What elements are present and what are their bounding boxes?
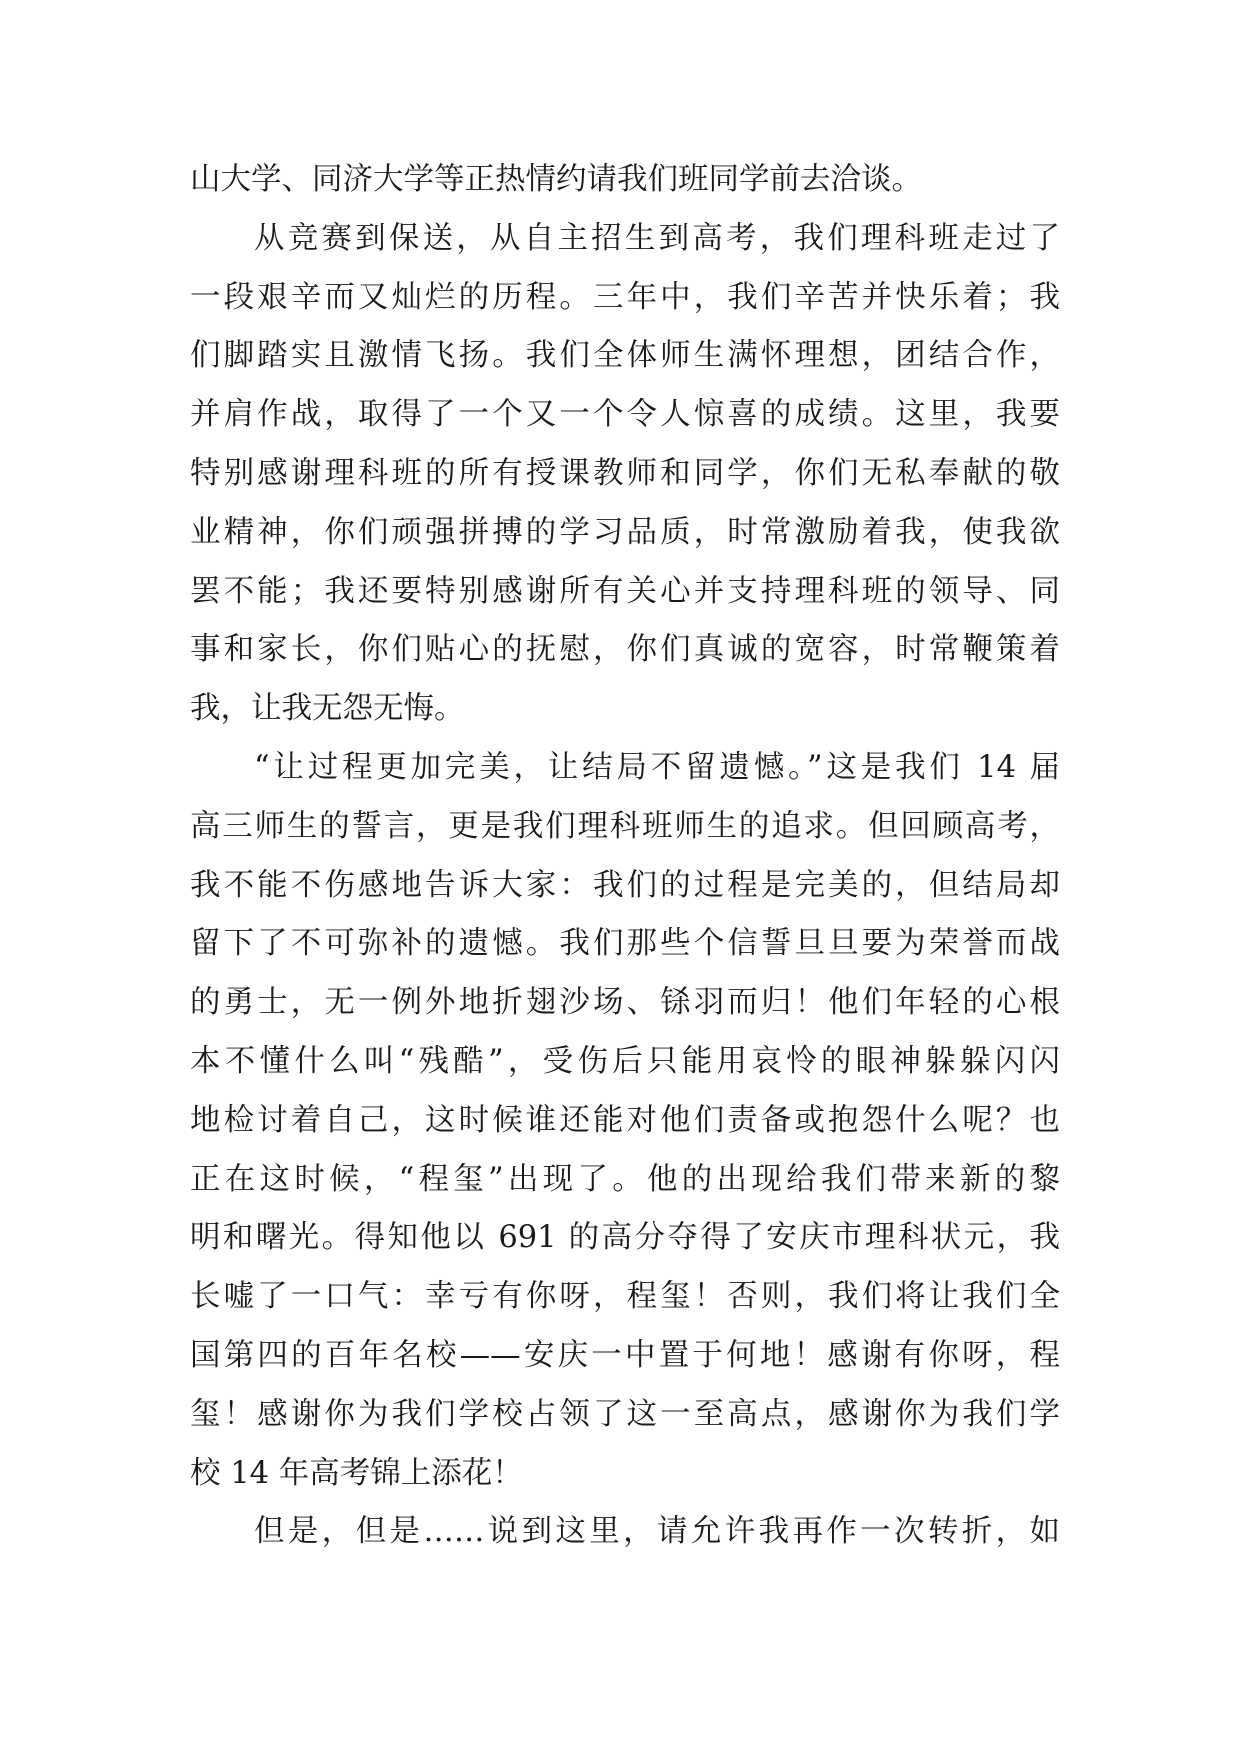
- text-line: 业精神，你们顽强拼搏的学习品质，时常激励着我，使我欲: [190, 514, 1060, 550]
- text-line: 国第四的百年名校——安庆一中置于何地！感谢有你呀，程: [190, 1337, 1060, 1373]
- text-line: “让过程更加完美，让结局不留遗憾。”这是我们 14 届: [254, 749, 1060, 785]
- body-text: [190, 151, 1060, 1562]
- text-line: 罢不能；我还要特别感谢所有关心并支持理科班的领导、同: [190, 573, 1060, 609]
- text-line: 本不懂什么叫“残酷”，受伤后只能用哀怜的眼神躲躲闪闪: [190, 1043, 1060, 1079]
- text-line: 一段艰辛而又灿烂的历程。三年中，我们辛苦并快乐着；我: [190, 279, 1060, 315]
- text-line: 地检讨着自己，这时候谁还能对他们责备或抱怨什么呢？也: [190, 1102, 1060, 1138]
- text-line: 玺！感谢你为我们学校占领了这一至高点，感谢你为我们学: [190, 1396, 1060, 1432]
- text-line: 校 14 年高考锦上添花！: [190, 1455, 523, 1491]
- text-line: 我不能不伤感地告诉大家：我们的过程是完美的，但结局却: [190, 867, 1060, 903]
- text-line: 山大学、同济大学等正热情约请我们班同学前去洽谈。: [190, 162, 922, 197]
- text-line: 事和家长，你们贴心的抚慰，你们真诚的宽容，时常鞭策着: [190, 632, 1060, 668]
- text-line: 我，让我无怨无悔。: [190, 691, 465, 727]
- text-line: 们脚踏实且激情飞扬。我们全体师生满怀理想，团结合作，: [190, 338, 1060, 374]
- text-line: 但是，但是……说到这里，请允许我再作一次转折，如: [254, 1514, 1060, 1550]
- text-line: 从竞赛到保送，从自主招生到高考，我们理科班走过了: [254, 220, 1060, 256]
- text-line: 高三师生的誓言，更是我们理科班师生的追求。但回顾高考，: [190, 808, 1060, 844]
- text-line: 特别感谢理科班的所有授课教师和同学，你们无私奉献的敬: [190, 455, 1060, 491]
- text-line: 并肩作战，取得了一个又一个令人惊喜的成绩。这里，我要: [190, 397, 1060, 433]
- text-line: 明和曙光。得知他以 691 的高分夺得了安庆市理科状元，我: [190, 1220, 1060, 1256]
- text-line: 正在这时候，“程玺”出现了。他的出现给我们带来新的黎: [190, 1161, 1060, 1197]
- text-line: 长嘘了一口气：幸亏有你呀，程玺！否则，我们将让我们全: [190, 1279, 1060, 1315]
- text-line: 的勇士，无一例外地折翅沙场、铩羽而归！他们年轻的心根: [190, 985, 1060, 1021]
- text-line: 留下了不可弥补的遗憾。我们那些个信誓旦旦要为荣誉而战: [190, 926, 1060, 962]
